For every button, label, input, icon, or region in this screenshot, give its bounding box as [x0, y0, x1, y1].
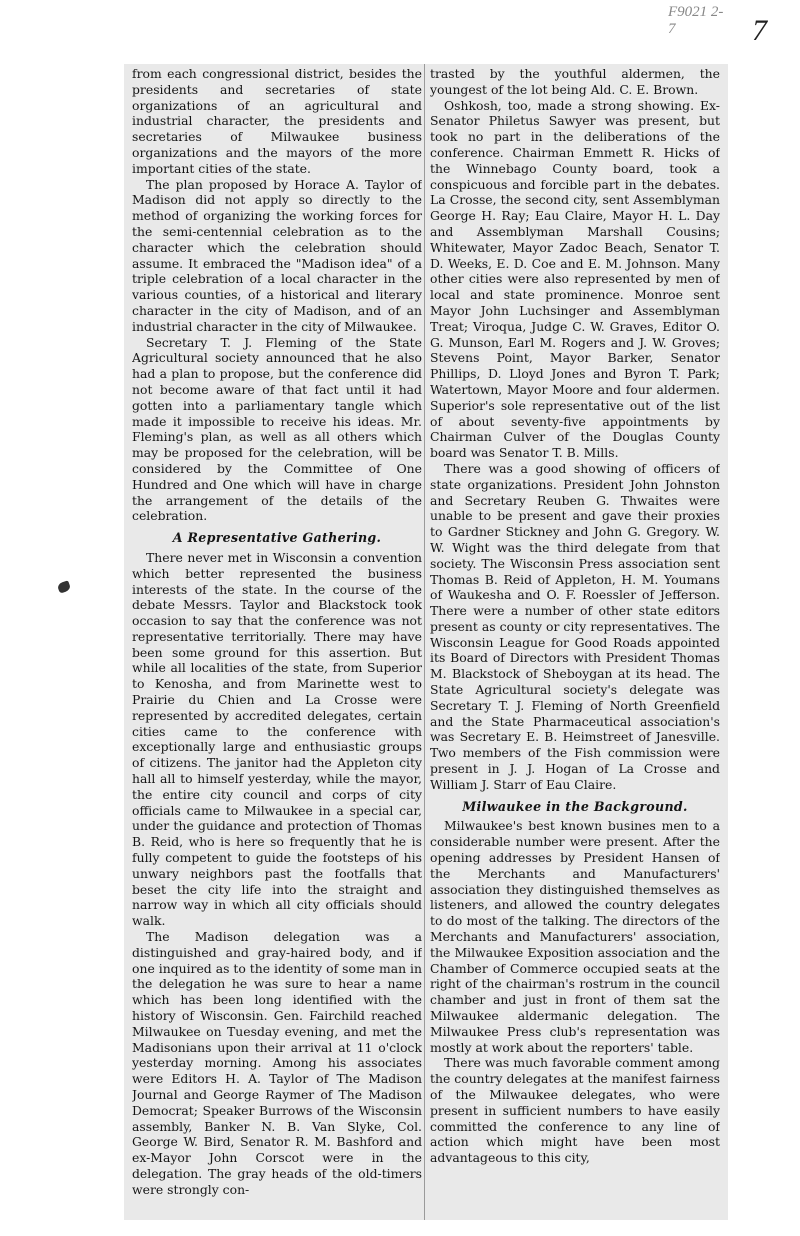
- paragraph: Milwaukee's best known busines men to a considerable number were present. After the opening addresses by President Hansen of the Merchants and Manufacturers' association they distinguished themselves as listeners, and allowed the country delegates to do most of the talking. The directors of the Merchants and Manufacturers' association, the Milwaukee Exposition association and the Chamber of Commerce occupied seats at the right of the chairman's rostrum in the council chamber and just in front of them sat the Milwaukee aldermanic delegation. The Milwaukee Press club's representation was mostly at work about the reporters' table.: [430, 818, 720, 1055]
- paragraph: There was much favorable comment among the country delegates at the manifest fairness of the Milwaukee delegates, who were present in sufficient numbers to have easily committed the conference to any line of action which might have been most advantageous to this city,: [430, 1055, 720, 1166]
- paragraph: The Madison delegation was a distinguished and gray-haired body, and if one inquired as to the identity of some man in the delegation he was sure to hear a name which has been long identified with the history of Wisconsin. Gen. Fairchild reached Milwaukee on Tuesday evening, and met the Madisonians upon their arrival at 11 o'clock yesterday morning. Among his associates were Editors H. A. Taylor of The Madison Journal and George Raymer of The Madison Democrat; Speaker Burrows of the Wisconsin assembly, Banker N. B. Van Slyke, Col. George W. Bird, Senator R. M. Bashford and ex-Mayor John Corscot were in the delegation. The gray heads of the old-timers were strongly con-: [132, 929, 422, 1197]
- ink-blot: [57, 580, 72, 594]
- section-heading: Milwaukee in the Background.: [462, 798, 688, 814]
- column-divider: [424, 64, 425, 1220]
- page-number: 7: [752, 14, 767, 47]
- paragraph: There was a good showing of officers of state organizations. President John Johnston and Secretary Reuben G. Thwaites were unable to be present and gave their proxies to Gardner Stickney and John G. Gregory. W. W. Wight was the third delegate from that society. The Wisconsin Press association sent Thomas B. Reid of Appleton, H. M. Youmans of Waukesha and O. F. Roessler of Jefferson. There were a number of other state editors present as county or city representatives. The Wisconsin League for Good Roads appointed its Board of Directors with President Thomas M. Blackstock of Sheboygan at its head. The State Agricultural society's delegate was Secretary T. J. Fleming of North Greenfield and the State Pharmaceutical association's was Secretary E. B. Heimstreet of Janesville. Two members of the Fish commission were present in J. J. Hogan of La Crosse and William J. Starr of Eau Claire.: [430, 460, 720, 792]
- paragraph: There never met in Wisconsin a convention which better represented the business interests of the state. In the course of the debate Messrs. Taylor and Blackstock took occasion to say that the conference was not representative territorially. There may have been some ground for this assertion. But while all localities of the state, from Superior to Kenosha, and from Marinette west to Prairie du Chien and La Crosse were represented by accredited delegates, certain cities came to the conference with exceptionally large and enthusiastic groups of citizens. The janitor had the Appleton city hall all to himself yesterday, while the mayor, the entire city council and corps of city officials came to Milwaukee in a special car, under the guidance and protection of Thomas B. Reid, who is here so frequently that he is fully competent to guide the footsteps of his unwary neighbors past the footfalls that beset the city life into the straight and narrow way in which all city officials should walk.: [132, 549, 422, 929]
- newspaper-clipping: [124, 64, 728, 1220]
- section-heading: A Representative Gathering.: [172, 530, 382, 546]
- archive-annotation: F9021 2-7: [668, 4, 724, 37]
- right-column: [430, 66, 720, 1216]
- paragraph: from each congressional district, besides the presidents and secretaries of state organizations of an agricultural and industrial character, the presidents and secretaries of Milwaukee business organizations and the mayors of the more important cities of the state.: [132, 66, 422, 176]
- paragraph: Oshkosh, too, made a strong showing. Ex-Senator Philetus Sawyer was present, but took no part in the deliberations of the conference. Chairman Emmett R. Hicks of the Winnebago County board, took a conspicuous and forcible part in the debates. La Crosse, the second city, sent Assemblyman George H. Ray; Eau Claire, Mayor H. L. Day and Assemblyman Marshall Cousins; Whitewater, Mayor Zadoc Beach, Senator T. D. Weeks, E. D. Coe and E. M. Johnson. Many other cities were also represented by men of local and state prominence. Monroe sent Mayor John Luchsinger and Assemblyman Treat; Viroqua, Judge C. W. Graves, Editor O. G. Munson, Earl M. Rogers and J. W. Groves; Stevens Point, Mayor Barker, Senator Phillips, D. Lloyd Jones and Byron T. Park; Watertown, Mayor Moore and four aldermen. Superior's sole representative out of the list of about seventy-five appointments by Chairman Culver of the Douglas County board was Senator T. B. Mills.: [430, 97, 720, 461]
- paragraph: Secretary T. J. Fleming of the State Agricultural society announced that he also had a plan to propose, but the conference did not become aware of that fact until it had gotten into a parliamentary tangle which made it impossible to receive his ideas. Mr. Fleming's plan, as well as all others which may be proposed for the celebration, will be considered by the Committee of One Hundred and One which will have in charge the arrangement of the details of the celebration.: [132, 334, 422, 524]
- paragraph: trasted by the youthful aldermen, the youngest of the lot being Ald. C. E. Brown.: [430, 66, 720, 97]
- paragraph: The plan proposed by Horace A. Taylor of Madison did not apply so directly to the method of organizing the working forces for the semi-centennial celebration as to the character which the celebration should assume. It embraced the "Madison idea" of a triple celebration of a local character in the various counties, of a historical and literary character in the city of Madison, and of an industrial character in the city of Milwaukee.: [132, 176, 422, 334]
- left-column: [132, 66, 422, 1216]
